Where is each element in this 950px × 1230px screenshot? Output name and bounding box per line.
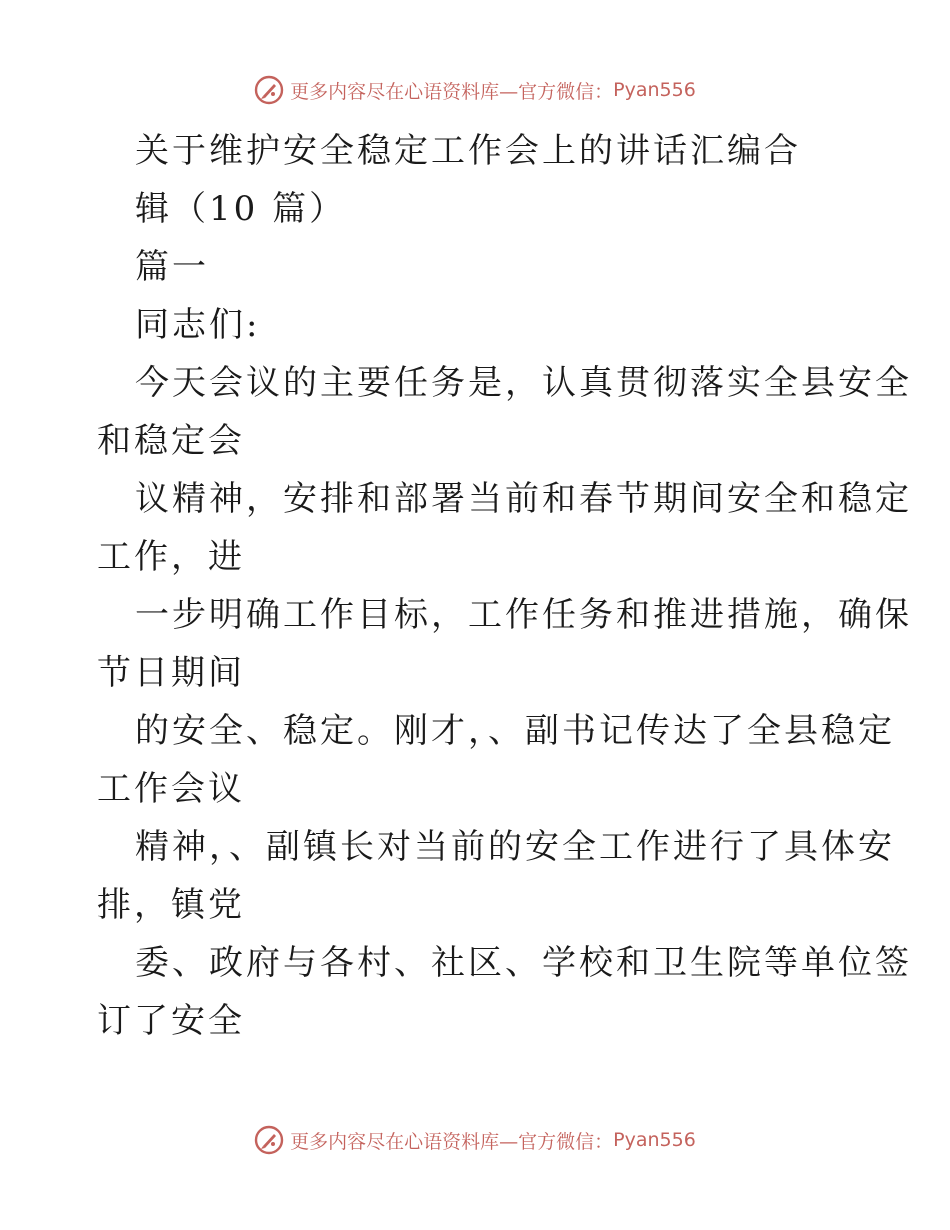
salutation: 同志们:	[135, 305, 261, 345]
header-watermark	[0, 70, 950, 110]
paragraph-line: 委、政府与各村、社区、学校和卫生院等单位签	[135, 943, 912, 983]
doc-title-line-1: 关于维护安全稳定工作会上的讲话汇编合	[135, 131, 801, 171]
footer-watermark	[0, 1120, 950, 1160]
paragraph-line: 订了安全	[97, 1001, 245, 1041]
paragraph-line: 的安全、稳定。刚才，、副书记传达了全县稳定	[135, 711, 895, 751]
paragraph-line: 精神，、副镇长对当前的安全工作进行了具体安	[135, 827, 895, 867]
paragraph-line: 排，镇党	[97, 885, 245, 925]
paragraph-line: 议精神，安排和部署当前和春节期间安全和稳定	[135, 479, 912, 519]
watermark-text: 更多内容尽在心语资料库—官方微信：	[290, 80, 614, 103]
watermark-wechat-id: Pyan556	[613, 1129, 696, 1151]
red-seal-logo-icon	[254, 1125, 284, 1155]
paragraph-line: 一步明确工作目标，工作任务和推进措施，确保	[135, 595, 912, 635]
paragraph-line: 工作，进	[97, 537, 245, 577]
red-seal-logo-icon	[254, 75, 284, 105]
paragraph-line: 节日期间	[97, 653, 245, 693]
document-body	[97, 122, 912, 1050]
paragraph-line: 今天会议的主要任务是，认真贯彻落实全县安全	[135, 363, 912, 403]
paragraph-line: 和稳定会	[97, 421, 245, 461]
watermark-wechat-id: Pyan556	[613, 79, 696, 101]
paragraph-line: 工作会议	[97, 769, 245, 809]
doc-title-line-2: 辑（10 篇）	[135, 189, 347, 229]
section-heading: 篇一	[135, 247, 209, 287]
watermark-text: 更多内容尽在心语资料库—官方微信：	[290, 1130, 614, 1153]
